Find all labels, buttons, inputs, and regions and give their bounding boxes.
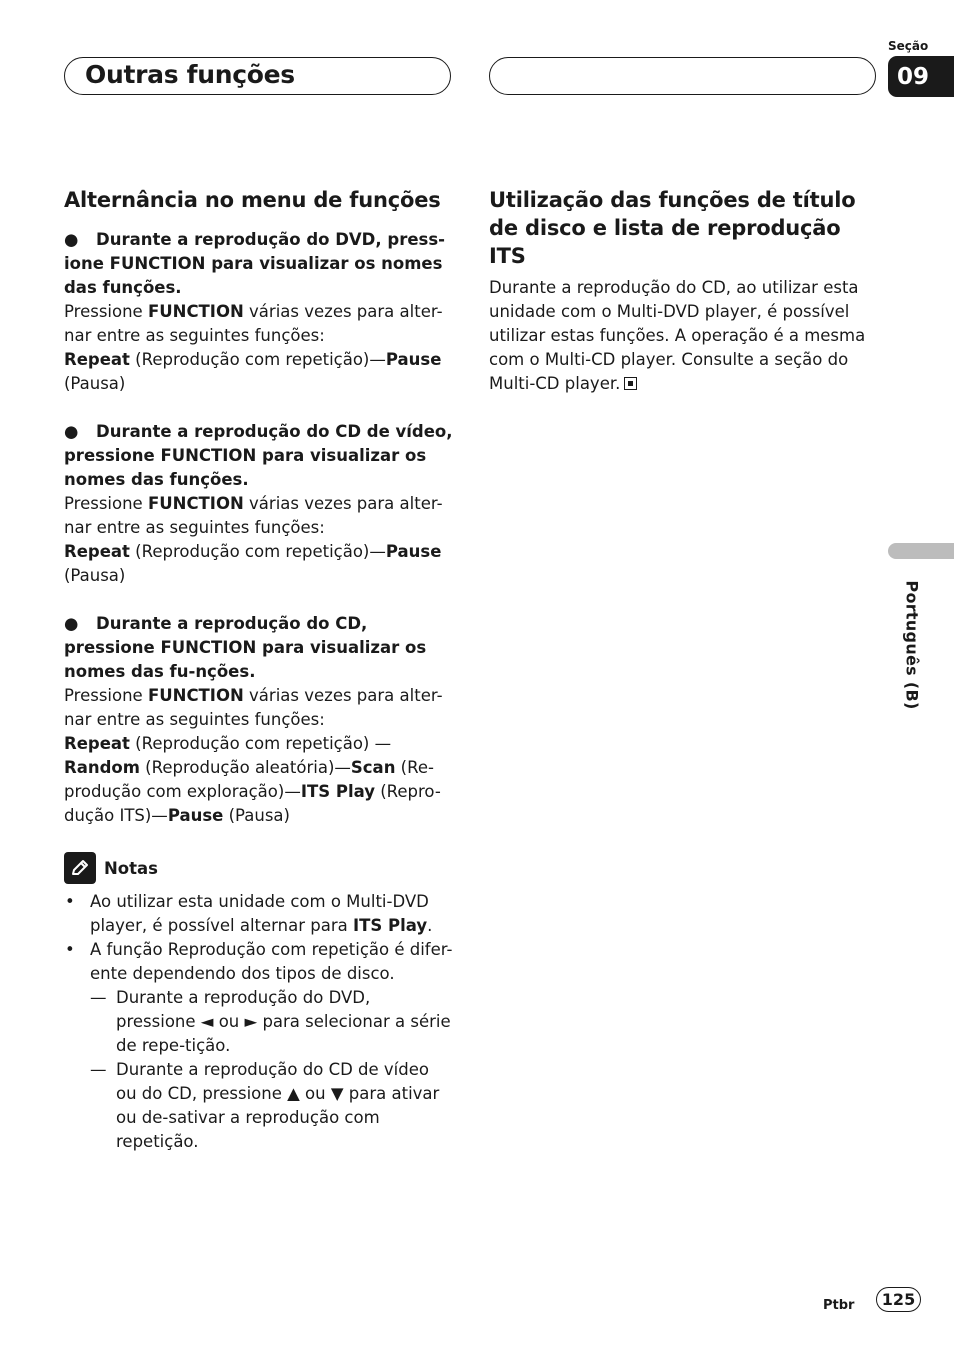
header-title-frame [64,57,451,95]
bullet-icon: ● [64,422,79,441]
end-mark-icon [624,377,637,390]
note-bullet-icon: • [65,892,75,911]
dvd-block [64,228,454,396]
note-item: • A função Reprodução com repetição é difer-ente dependendo dos tipos de disco. [65,940,453,983]
vcd-intro: Pressione FUNCTION várias vezes para alter-nar entre as seguintes funções: [64,494,443,537]
dash-marker: — [90,988,107,1007]
cd-intro: Pressione FUNCTION várias vezes para alter-nar entre as seguintes funções: [64,686,443,729]
language-side-label: Português (B) [902,580,922,710]
section-number: 09 [897,63,930,90]
dash-marker: — [90,1060,107,1079]
note-item: • Ao utilizar esta unidade com o Multi-DVD player, é possível alternar para ITS Play. [65,892,433,935]
right-body-text: Durante a reprodução do CD, ao utilizar esta unidade com o Multi-DVD player, é possível utilizar estas funções. A operação é a mesma com o Multi-CD player. Consulte a seção do Multi-CD player. [489,278,866,393]
note-subitem: — Durante a reprodução do DVD, pressione ◄ ou ► para selecionar a série de repe-tição. [90,988,451,1055]
header-blank-frame [489,57,876,95]
vcd-instruction [64,420,454,492]
cd-instruction-text: Durante a reprodução do CD, pressione FUNCTION para visualizar os nomes das fu-nções. [64,614,427,681]
vcd-instruction-text: Durante a reprodução do CD de vídeo, pressione FUNCTION para visualizar os nomes das funções. [64,422,453,489]
page-number: 125 [876,1287,921,1312]
page-title: Outras funções [85,60,295,89]
cd-instruction [64,612,454,684]
vcd-block [64,420,454,588]
note-bullet-icon: • [65,940,75,959]
bullet-icon: ● [64,230,79,249]
right-heading: Utilização das funções de título de disco e lista de reprodução ITS [489,188,856,268]
right-body [489,276,874,396]
left-column [64,186,454,1154]
cd-function-list: Repeat (Reprodução com repetição) —Random (Reprodução aleatória)—Scan (Re-produção com exploração)—ITS Play (Repro-dução ITS)—Pause (Pausa) [64,734,441,825]
right-column [489,186,874,396]
dvd-intro: Pressione FUNCTION várias vezes para alter-nar entre as seguintes funções: [64,302,443,345]
language-code: Ptbr [823,1298,855,1313]
cd-block [64,612,454,828]
vcd-function-list: Repeat (Reprodução com repetição)—Pause (Pausa) [64,542,442,585]
section-label: Seção [888,39,929,53]
notes-heading [64,852,454,884]
notes-title: Notas [104,858,158,878]
left-heading: Alternância no menu de funções [64,188,441,212]
notes-list [64,890,454,1154]
pencil-note-icon [64,852,96,884]
language-tab-marker [888,543,954,559]
note-subitem: — Durante a reprodução do CD de vídeo ou do CD, pressione ▲ ou ▼ para ativar ou de-sativar a reprodução com repetição. [90,1060,440,1151]
dvd-function-list: Repeat (Reprodução com repetição)—Pause (Pausa) [64,350,442,393]
bullet-icon: ● [64,614,79,633]
dvd-instruction [64,228,454,300]
section-number-badge [888,56,954,97]
dvd-instruction-text: Durante a reprodução do DVD, press-ione FUNCTION para visualizar os nomes das funções. [64,230,446,297]
